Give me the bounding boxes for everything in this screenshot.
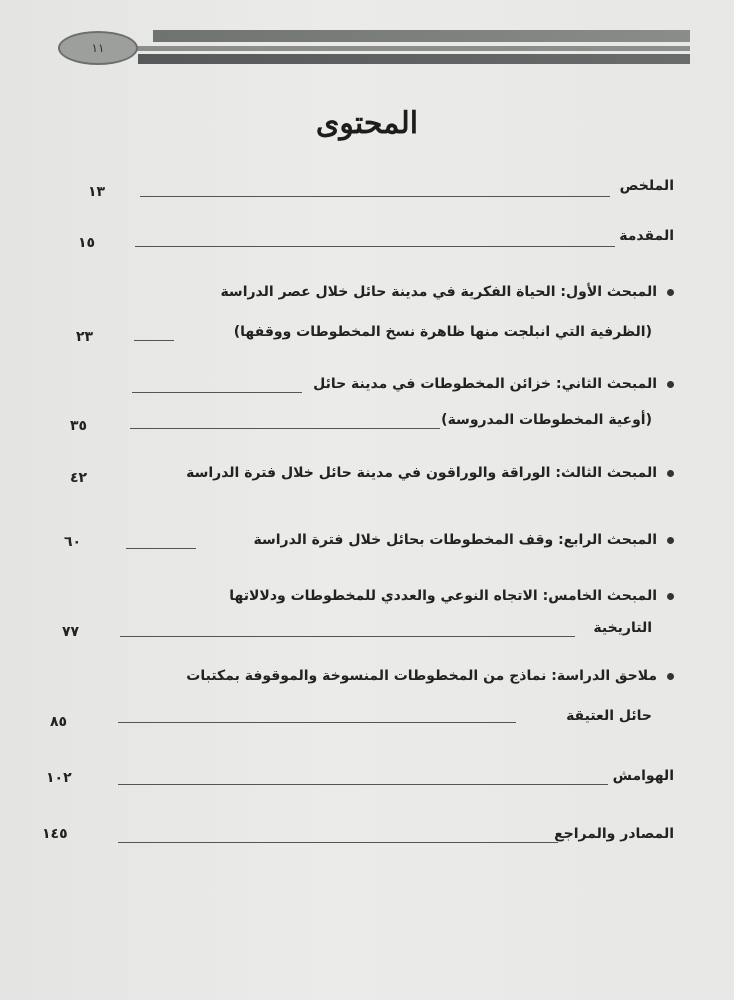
- header-stripe-middle: [133, 46, 690, 51]
- toc-page-number: ٦٠: [64, 534, 82, 550]
- toc-entry-chapter-2: [313, 376, 674, 392]
- toc-page-number: ١٥: [78, 235, 96, 251]
- toc-entry-chapter-1: [220, 284, 674, 300]
- bullet-icon: [667, 537, 674, 544]
- toc-entry-label: المبحث الرابع: وقف المخطوطات بحائل خلال فترة الدراسة: [253, 532, 657, 548]
- toc-entry-line-1: المبحث الأول: الحياة الفكرية في مدينة حائل خلال عصر الدراسة: [220, 284, 657, 300]
- page-number: ١١: [91, 41, 105, 55]
- toc-page-number: ٣٥: [70, 418, 88, 434]
- page-number-oval: [58, 31, 138, 65]
- toc-entry-line-1: ملاحق الدراسة: نماذج من المخطوطات المنسوخة والموقوفة بمكتبات: [186, 668, 657, 684]
- leader-line: [118, 842, 558, 843]
- toc-entry-chapter-2-sub: [441, 412, 652, 428]
- toc-entry-appendices: [186, 668, 674, 684]
- toc-page-number: ١٣: [88, 184, 106, 200]
- toc-entry-line-1: المبحث الثاني: خزائن المخطوطات في مدينة حائل: [313, 376, 657, 392]
- toc-page-number: ٤٢: [70, 470, 88, 486]
- header-stripe-top: [153, 30, 690, 42]
- toc-entry-chapter-5-sub: [593, 620, 652, 636]
- toc-entry-chapter-1-sub: [234, 324, 652, 340]
- toc-entry-line-2: حائل العتيقة: [566, 708, 652, 724]
- leader-line: [120, 636, 575, 637]
- toc-entry-label: الهوامش: [612, 768, 674, 784]
- toc-entry-label: المصادر والمراجع: [554, 826, 674, 842]
- toc-page-number: ٨٥: [50, 714, 68, 730]
- toc-entry-chapter-3: [186, 465, 674, 481]
- leader-line: [132, 392, 302, 393]
- bullet-icon: [667, 593, 674, 600]
- toc-entry-label: الملخص: [619, 178, 674, 194]
- toc-entry-references: [554, 826, 674, 842]
- bullet-icon: [667, 381, 674, 388]
- toc-title: المحتوى: [315, 106, 419, 141]
- toc-entry-chapter-4: [253, 532, 674, 548]
- bullet-icon: [667, 470, 674, 477]
- leader-line: [126, 548, 196, 549]
- toc-entry-line-2: (أوعية المخطوطات المدروسة): [441, 412, 652, 428]
- toc-entry-chapter-5: [229, 588, 674, 604]
- bullet-icon: [667, 673, 674, 680]
- leader-line: [140, 196, 610, 197]
- toc-entry-footnotes: [613, 768, 674, 784]
- leader-line: [118, 784, 608, 785]
- toc-entry-line-1: المبحث الخامس: الاتجاه النوعي والعددي للمخطوطات ودلالاتها: [229, 588, 657, 604]
- toc-entry-line-2: التاريخية: [593, 620, 652, 636]
- toc-page-number: ١٠٢: [46, 770, 72, 786]
- toc-page-number: ٧٧: [62, 624, 80, 640]
- toc-entry-introduction: [619, 228, 674, 244]
- bullet-icon: [667, 289, 674, 296]
- header-stripe-bottom: [138, 54, 690, 64]
- toc-entry-line-2: (الظرفية التي انبلجت منها ظاهرة نسخ المخطوطات ووقفها): [233, 324, 652, 340]
- leader-line: [134, 340, 174, 341]
- leader-line: [130, 428, 440, 429]
- leader-line: [118, 722, 516, 723]
- toc-entry-label: المقدمة: [619, 228, 674, 244]
- toc-entry-summary: [620, 178, 674, 194]
- toc-page-number: ١٤٥: [42, 826, 68, 842]
- toc-entry-appendices-sub: [566, 708, 652, 724]
- toc-entry-label: المبحث الثالث: الوراقة والوراقون في مدينة حائل خلال فترة الدراسة: [186, 465, 657, 481]
- leader-line: [135, 246, 615, 247]
- toc-page-number: ٢٣: [76, 329, 94, 345]
- page-header-band: [58, 28, 690, 68]
